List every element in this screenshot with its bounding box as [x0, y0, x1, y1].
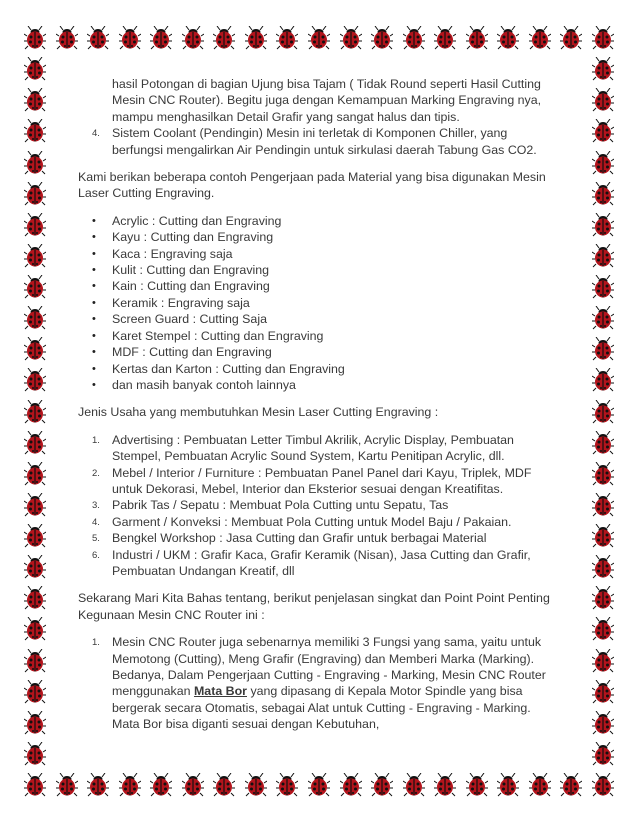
list-number: 1.	[92, 637, 100, 649]
ladybug-icon	[592, 182, 614, 206]
business-intro: Jenis Usaha yang membutuhkan Mesin Laser Cutting Engraving :	[78, 405, 439, 420]
ladybug-icon	[24, 555, 46, 579]
ladybug-icon	[24, 649, 46, 673]
ladybug-icon	[592, 462, 614, 486]
ladybug-icon	[592, 773, 614, 797]
business-item	[78, 530, 558, 546]
ladybug-icon	[24, 244, 46, 268]
ladybug-icon	[592, 711, 614, 735]
ladybug-icon	[592, 275, 614, 299]
ladybug-icon	[529, 26, 551, 50]
document-body	[78, 76, 558, 733]
ladybug-icon	[56, 773, 78, 797]
ladybug-icon	[466, 26, 488, 50]
ladybug-icon	[24, 57, 46, 81]
business-item	[78, 514, 558, 530]
list-item-text-after: yang dipasang di Kepala Motor Spindle yang bisa bergerak secara Otomatis, sebagai Alat untuk Cutting - Engraving - Marking. Mata Bor bisa diganti sesuai dengan Kebutuhan,	[112, 684, 531, 732]
material-item: • Keramik : Engraving saja	[78, 295, 558, 311]
list-number: 3.	[92, 500, 100, 512]
list-number: 4.	[92, 516, 100, 528]
material-item: • Kertas dan Karton : Cutting dan Engraving	[78, 361, 558, 377]
ladybug-icon	[592, 337, 614, 361]
ladybug-icon	[592, 742, 614, 766]
ladybug-icon	[592, 26, 614, 50]
ladybug-icon	[24, 680, 46, 704]
ladybug-icon	[340, 26, 362, 50]
ladybug-icon	[592, 524, 614, 548]
ladybug-icon	[182, 773, 204, 797]
ladybug-icon	[592, 368, 614, 392]
ladybug-icon	[24, 586, 46, 610]
material-item: • Acrylic : Cutting dan Engraving	[78, 213, 558, 229]
ladybug-icon	[497, 773, 519, 797]
ladybug-icon	[24, 119, 46, 143]
material-item: • dan masih banyak contoh lainnya	[78, 377, 558, 393]
ladybug-icon	[213, 26, 235, 50]
material-item: • Kayu : Cutting dan Engraving	[78, 229, 558, 245]
ladybug-icon	[340, 773, 362, 797]
ladybug-icon	[371, 773, 393, 797]
ladybug-icon	[119, 26, 141, 50]
ladybug-icon	[87, 26, 109, 50]
ladybug-icon	[119, 773, 141, 797]
ladybug-icon	[592, 244, 614, 268]
cnc-list	[78, 634, 558, 732]
ladybug-icon	[150, 773, 172, 797]
list-number: 1.	[92, 434, 100, 446]
cnc-intro: Sekarang Mari Kita Bahas tentang, berikut penjelasan singkat dan Point Point Penting Kegunaan Mesin CNC Router ini :	[78, 591, 550, 622]
list-item-text: Bengkel Workshop : Jasa Cutting dan Grafir untuk berbagai Material	[112, 531, 487, 546]
ladybug-icon	[560, 773, 582, 797]
ladybug-icon	[434, 26, 456, 50]
ladybug-icon	[213, 773, 235, 797]
ladybug-icon	[592, 151, 614, 175]
ladybug-icon	[24, 275, 46, 299]
list-number: 2.	[92, 467, 100, 479]
material-item: • Kaca : Engraving saja	[78, 246, 558, 262]
ladybug-icon	[245, 773, 267, 797]
ladybug-icon	[24, 431, 46, 455]
ladybug-icon	[276, 26, 298, 50]
ladybug-icon	[24, 400, 46, 424]
mata-bor-link[interactable]: Mata Bor	[193, 684, 247, 699]
business-item	[78, 432, 558, 465]
list-item-text-before: Mesin CNC Router juga sebenarnya memiliki 3 Fungsi yang sama, yaitu untuk Memotong (Cutting), Meng Grafir (Engraving) dan Memberi Marka (Marking). Bedanya, Dalam Pengerjaan Cutting - Engraving - Marking, Mesin CNC Router menggunakan	[112, 635, 546, 699]
list-item	[78, 125, 558, 158]
ladybug-icon	[434, 773, 456, 797]
list-item	[78, 634, 558, 732]
ladybug-icon	[592, 57, 614, 81]
ladybug-icon	[403, 773, 425, 797]
ladybug-icon	[308, 26, 330, 50]
ladybug-icon	[24, 151, 46, 175]
ladybug-icon	[150, 26, 172, 50]
ladybug-icon	[24, 524, 46, 548]
ladybug-icon	[24, 213, 46, 237]
ladybug-icon	[592, 400, 614, 424]
business-item	[78, 465, 558, 498]
materials-intro: Kami berikan beberapa contoh Pengerjaan pada Material yang bisa digunakan Mesin Laser Cutting Engraving.	[78, 170, 546, 201]
ladybug-icon	[466, 773, 488, 797]
feature-list-continued	[78, 76, 558, 158]
ladybug-icon	[592, 555, 614, 579]
ladybug-icon	[592, 119, 614, 143]
ladybug-icon	[592, 213, 614, 237]
list-number: 6.	[92, 549, 100, 561]
ladybug-icon	[24, 742, 46, 766]
list-item-text: Garment / Konveksi : Membuat Pola Cutting untuk Model Baju / Pakaian.	[112, 514, 512, 529]
ladybug-icon	[497, 26, 519, 50]
ladybug-icon	[24, 617, 46, 641]
ladybug-icon	[308, 773, 330, 797]
ladybug-icon	[24, 337, 46, 361]
ladybug-icon	[560, 26, 582, 50]
business-list	[78, 432, 558, 580]
ladybug-icon	[592, 617, 614, 641]
ladybug-icon	[592, 680, 614, 704]
ladybug-icon	[24, 368, 46, 392]
ladybug-icon	[24, 306, 46, 330]
list-item-text: Industri / UKM : Grafir Kaca, Grafir Keramik (Nisan), Jasa Cutting dan Grafir, Pembuatan Undangan Kreatif, dll	[112, 547, 531, 578]
ladybug-icon	[87, 773, 109, 797]
list-item-text: Advertising : Pembuatan Letter Timbul Akrilik, Acrylic Display, Pembuatan Stempel, Pembuatan Acrylic Sound System, Kartu Penitipan Acrylic, dll.	[112, 432, 514, 464]
ladybug-icon	[592, 306, 614, 330]
ladybug-icon	[182, 26, 204, 50]
ladybug-icon	[592, 88, 614, 112]
ladybug-icon	[592, 431, 614, 455]
ladybug-icon	[276, 773, 298, 797]
ladybug-icon	[24, 88, 46, 112]
ladybug-icon	[24, 493, 46, 517]
ladybug-icon	[24, 773, 46, 797]
list-number: 5.	[92, 533, 100, 545]
ladybug-icon	[529, 773, 551, 797]
ladybug-icon	[592, 649, 614, 673]
business-item	[78, 547, 558, 580]
material-item: • Karet Stempel : Cutting dan Engraving	[78, 328, 558, 344]
materials-list	[78, 213, 558, 393]
business-item	[78, 497, 558, 513]
list-number: 4.	[92, 128, 100, 140]
list-item-text: Sistem Coolant (Pendingin) Mesin ini terletak di Komponen Chiller, yang berfungsi mengalirkan Air Pendingin untuk sirkulasi daerah Tabung Gas CO2.	[112, 126, 537, 157]
ladybug-icon	[403, 26, 425, 50]
material-item: • Kain : Cutting dan Engraving	[78, 278, 558, 294]
material-item: • Kulit : Cutting dan Engraving	[78, 262, 558, 278]
ladybug-icon	[24, 26, 46, 50]
list-item-text: Mebel / Interior / Furniture : Pembuatan Panel Panel dari Kayu, Triplek, MDF untuk Dekorasi, Mebel, Interior dan Eksterior sesuai dengan Kreatifitas.	[112, 465, 532, 496]
ladybug-icon	[371, 26, 393, 50]
ladybug-icon	[245, 26, 267, 50]
ladybug-icon	[24, 711, 46, 735]
ladybug-icon	[24, 462, 46, 486]
ladybug-icon	[24, 182, 46, 206]
material-item: • Screen Guard : Cutting Saja	[78, 311, 558, 327]
material-item: • MDF : Cutting dan Engraving	[78, 344, 558, 360]
ladybug-icon	[56, 26, 78, 50]
continued-paragraph: hasil Potongan di bagian Ujung bisa Tajam ( Tidak Round seperti Hasil Cutting Mesin CNC Router). Begitu juga dengan Kemampuan Marking Engraving nya, mampu menghasilkan Detail Grafir yang sangat halus dan tipis.	[112, 77, 542, 124]
list-item-text: Pabrik Tas / Sepatu : Membuat Pola Cutting untu Sepatu, Tas	[112, 498, 449, 513]
ladybug-icon	[592, 493, 614, 517]
ladybug-icon	[592, 586, 614, 610]
